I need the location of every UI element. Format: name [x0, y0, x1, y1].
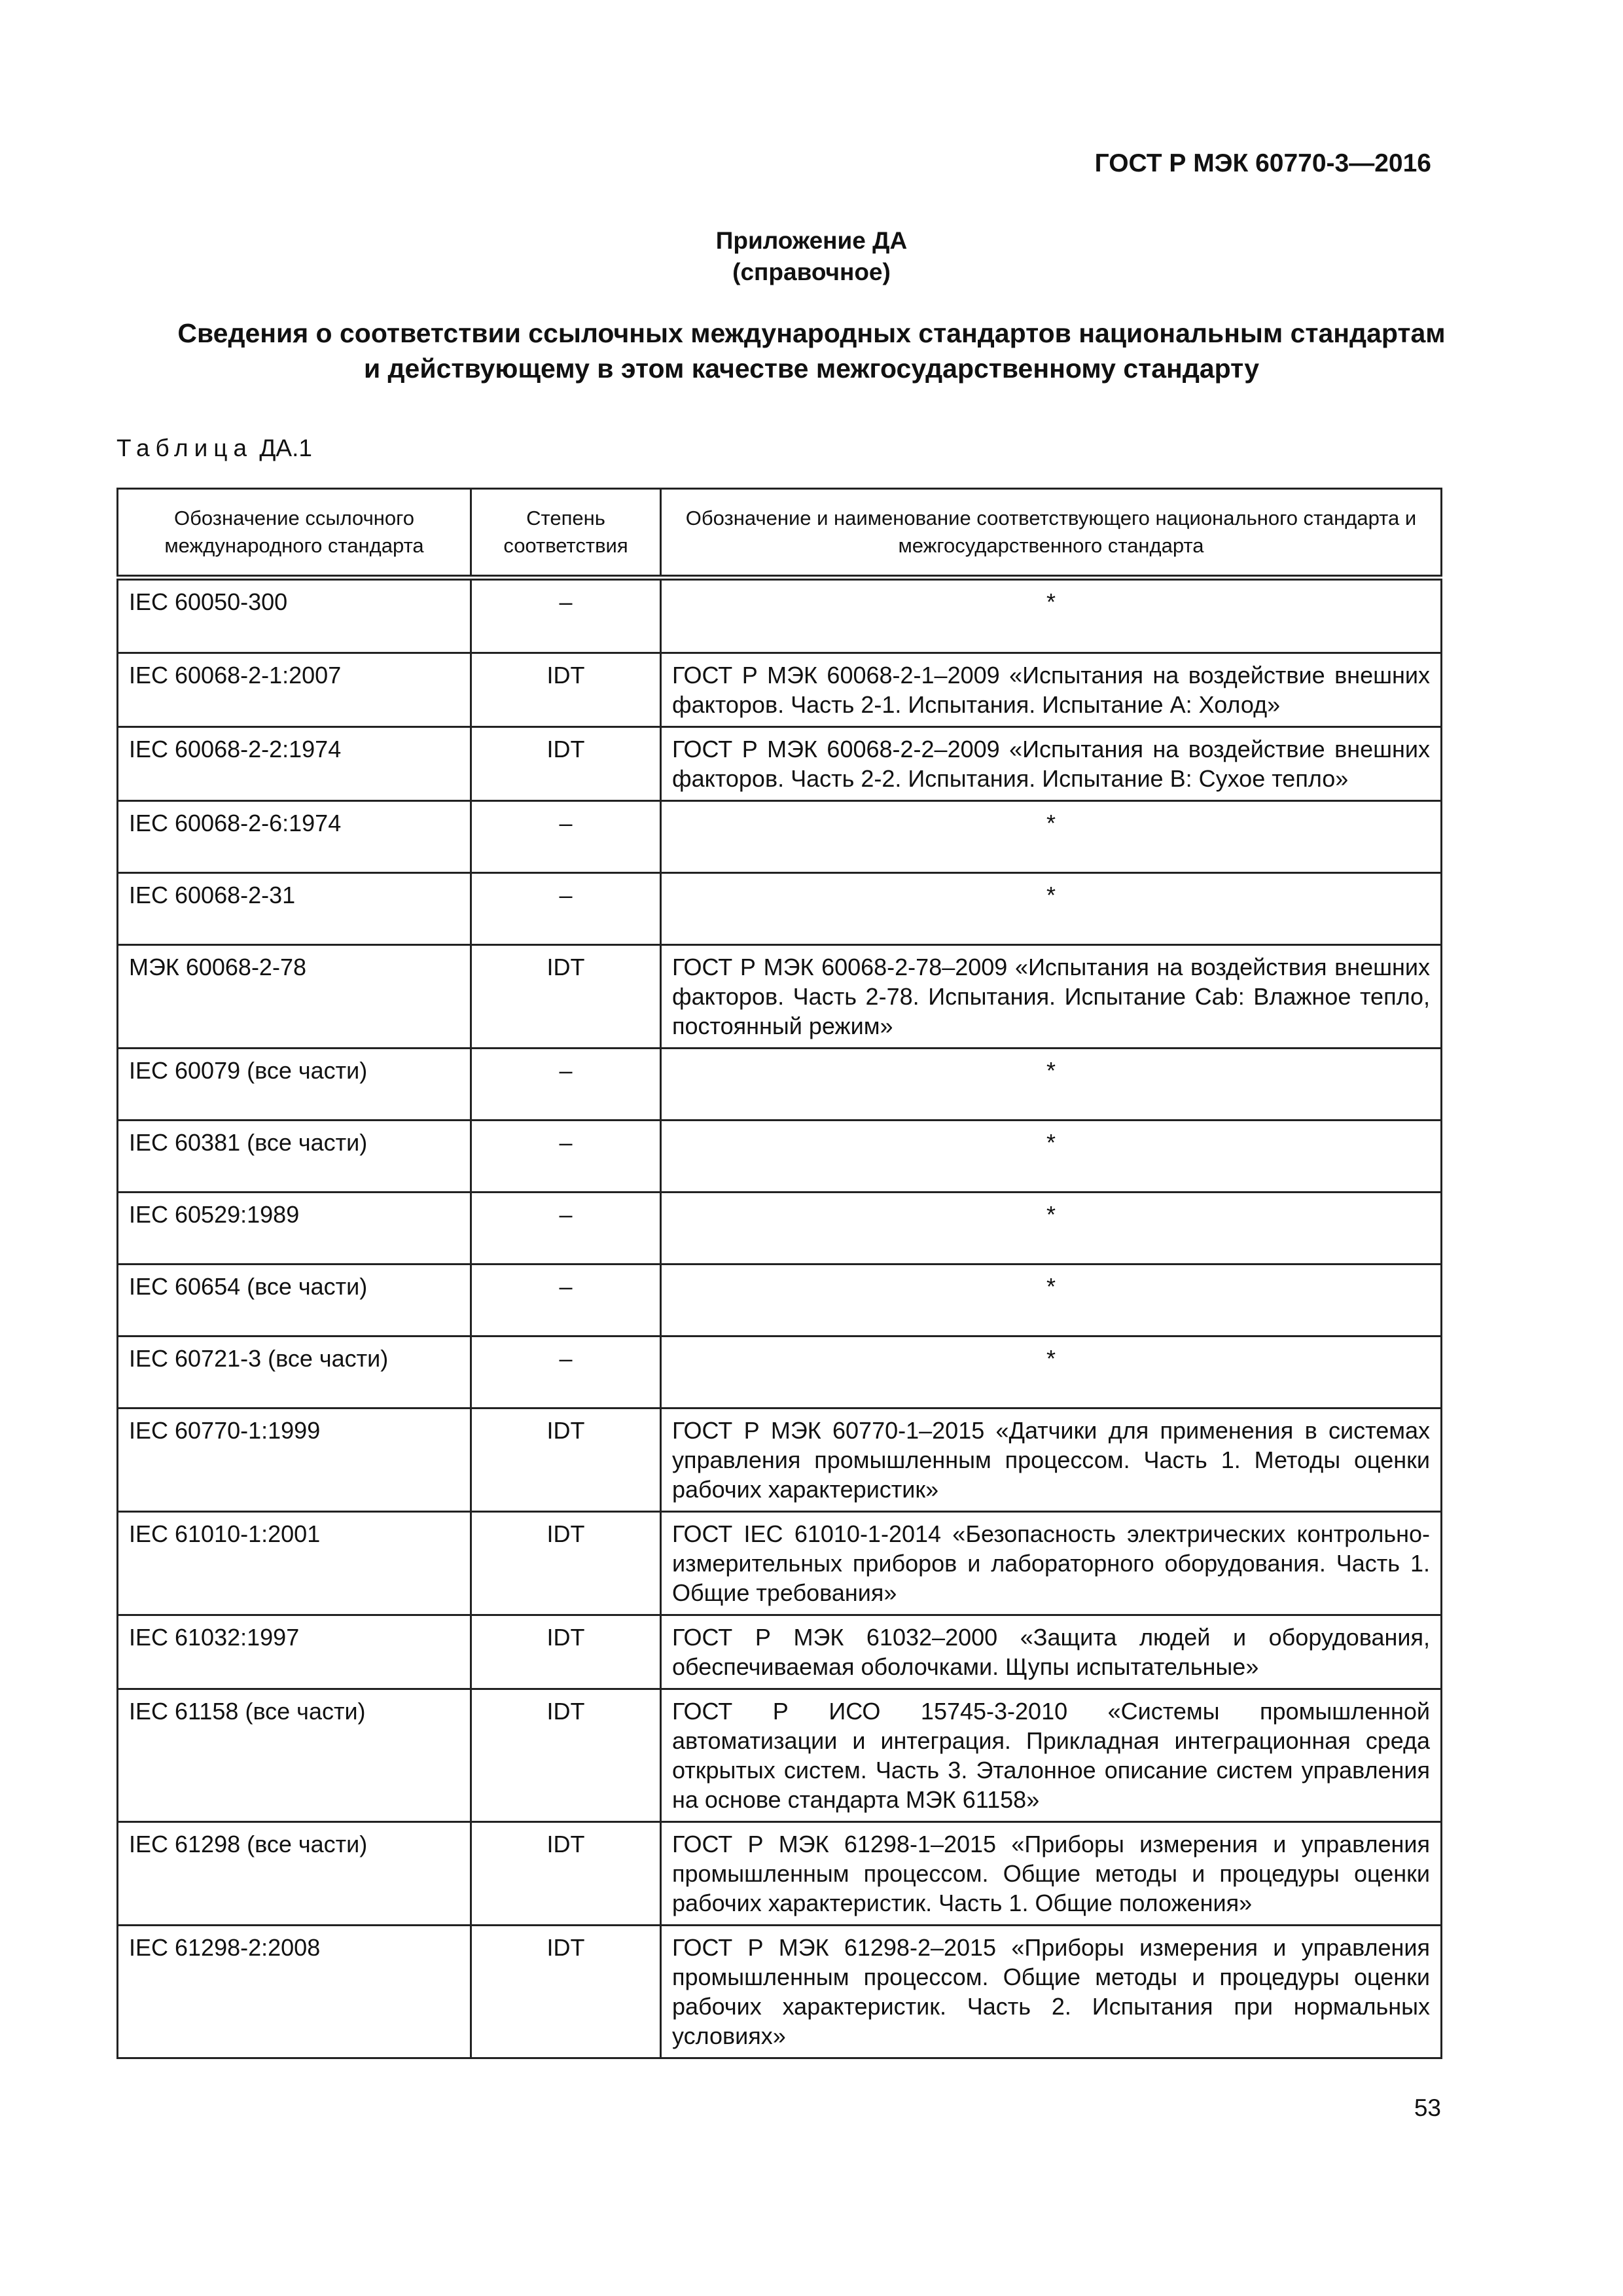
table-row [118, 1336, 1442, 1408]
national-standard-cell-text: ГОСТ IEC 61010-1-2014 «Безопасность электрических контрольно-измерительных приборов и лабораторного оборудования. Часть 1. Общие требования» [672, 1520, 1430, 1606]
reference-standard-cell-text: IEC 61032:1997 [129, 1624, 300, 1651]
degree-cell-text: IDT [546, 954, 585, 980]
reference-standard-cell [118, 1049, 471, 1121]
reference-standard-cell [118, 578, 471, 653]
reference-standard-cell [118, 727, 471, 801]
national-standard-cell [661, 1822, 1442, 1926]
table-row [118, 945, 1442, 1049]
page-title-line-1: Сведения о соответствии ссылочных международных стандартов национальным стандартам [177, 318, 1446, 348]
degree-cell [471, 578, 661, 653]
table-row [118, 1689, 1442, 1822]
reference-standard-cell-text: IEC 60381 (все части) [129, 1129, 368, 1156]
reference-standard-cell-text: IEC 61298-2:2008 [129, 1934, 321, 1961]
page-number: 53 [1414, 2094, 1441, 2121]
degree-cell-text: – [559, 1273, 573, 1300]
national-standard-cell-text: ГОСТ Р ИСО 15745-3-2010 «Системы промышленной автоматизации и интеграция. Прикладная интеграционная среда открытых систем. Часть 3. Эталонное описание систем управления на основе стандарта МЭК 61158» [672, 1698, 1430, 1813]
national-standard-cell [661, 945, 1442, 1049]
appendix-title: Приложение ДА [715, 227, 908, 254]
national-standard-cell [661, 1336, 1442, 1408]
degree-cell-text: IDT [546, 1698, 585, 1725]
national-standard-cell-text: ГОСТ Р МЭК 61298-2–2015 «Приборы измерения и управления промышленным процессом. Общие методы и процедуры оценки рабочих характеристик. Часть 2. Испытания при нормальных условиях» [672, 1934, 1430, 2049]
national-standard-cell [661, 1926, 1442, 2058]
reference-standard-cell-text: IEC 60079 (все части) [129, 1057, 368, 1084]
national-standard-cell [661, 653, 1442, 727]
reference-standard-cell [118, 1265, 471, 1336]
degree-cell-text: IDT [546, 1624, 585, 1651]
degree-cell [471, 1193, 661, 1265]
national-standard-cell-text: * [1046, 588, 1056, 615]
degree-cell-text: – [559, 1129, 573, 1156]
national-standard-cell-text: * [1046, 1129, 1056, 1156]
degree-cell [471, 1336, 661, 1408]
page-title [0, 315, 1623, 386]
reference-standard-cell [118, 1926, 471, 2058]
national-standard-cell [661, 1121, 1442, 1193]
reference-standard-cell-text: МЭК 60068-2-78 [129, 954, 306, 980]
table-row [118, 1193, 1442, 1265]
degree-cell-text: – [559, 1345, 573, 1372]
national-standard-cell [661, 1049, 1442, 1121]
reference-standard-cell [118, 1615, 471, 1689]
national-standard-cell [661, 1615, 1442, 1689]
table-row [118, 1822, 1442, 1926]
reference-standard-cell [118, 1193, 471, 1265]
header-degree: Степень соответствия [471, 489, 661, 578]
reference-standard-cell [118, 1689, 471, 1822]
table-row [118, 1512, 1442, 1615]
table-row [118, 1049, 1442, 1121]
reference-standard-cell [118, 1408, 471, 1512]
national-standard-cell-text: * [1046, 1201, 1056, 1228]
reference-standard-cell [118, 1512, 471, 1615]
national-standard-cell [661, 1265, 1442, 1336]
national-standard-cell-text: ГОСТ Р МЭК 61298-1–2015 «Приборы измерения и управления промышленным процессом. Общие методы и процедуры оценки рабочих характеристик. Часть 1. Общие положения» [672, 1831, 1430, 1916]
reference-standard-cell-text: IEC 61010-1:2001 [129, 1520, 321, 1547]
reference-standard-cell [118, 1822, 471, 1926]
degree-cell-text: – [559, 588, 573, 615]
reference-standard-cell-text: IEC 60721-3 (все части) [129, 1345, 389, 1372]
reference-standard-cell-text: IEC 60654 (все части) [129, 1273, 368, 1300]
header-reference-standard: Обозначение ссылочного международного стандарта [118, 489, 471, 578]
degree-cell [471, 653, 661, 727]
degree-cell-text: IDT [546, 736, 585, 762]
table-caption-number: ДА.1 [259, 435, 312, 461]
degree-cell [471, 1689, 661, 1822]
document-code: ГОСТ Р МЭК 60770-3—2016 [1094, 149, 1431, 177]
reference-standard-cell-text: IEC 60068-2-1:2007 [129, 662, 342, 689]
national-standard-cell-text: ГОСТ Р МЭК 60068-2-1–2009 «Испытания на воздействие внешних факторов. Часть 2-1. Испытания. Испытание А: Холод» [672, 662, 1430, 718]
national-standard-cell-text: * [1046, 882, 1056, 908]
header-national-standard: Обозначение и наименование соответствующего национального стандарта и межгосударственного стандарта [661, 489, 1442, 578]
reference-standard-cell-text: IEC 60068-2-31 [129, 882, 296, 908]
degree-cell [471, 1408, 661, 1512]
national-standard-cell [661, 1193, 1442, 1265]
table-body [118, 578, 1442, 2058]
reference-standard-cell-text: IEC 61298 (все части) [129, 1831, 368, 1857]
degree-cell-text: – [559, 810, 573, 836]
degree-cell-text: IDT [546, 1934, 585, 1961]
national-standard-cell-text: * [1046, 1345, 1056, 1372]
degree-cell-text: IDT [546, 1831, 585, 1857]
national-standard-cell-text: ГОСТ Р МЭК 60068-2-78–2009 «Испытания на воздействия внешних факторов. Часть 2-78. Испытания. Испытание Cab: Влажное тепло, постоянный режим» [672, 954, 1430, 1039]
reference-standard-cell [118, 1121, 471, 1193]
reference-standard-cell-text: IEC 60068-2-2:1974 [129, 736, 342, 762]
table-row [118, 1926, 1442, 2058]
national-standard-cell-text: * [1046, 1057, 1056, 1084]
national-standard-cell [661, 578, 1442, 653]
degree-cell-text: IDT [546, 1520, 585, 1547]
table-row [118, 1408, 1442, 1512]
degree-cell-text: IDT [546, 1417, 585, 1444]
table-row [118, 1615, 1442, 1689]
table-row [118, 873, 1442, 945]
degree-cell [471, 1121, 661, 1193]
national-standard-cell [661, 727, 1442, 801]
reference-standard-cell [118, 653, 471, 727]
degree-cell [471, 727, 661, 801]
national-standard-cell [661, 1512, 1442, 1615]
page-title-line-2: и действующему в этом качестве межгосударственному стандарту [363, 353, 1260, 384]
standards-table [116, 488, 1442, 2059]
national-standard-cell-text: * [1046, 1273, 1056, 1300]
reference-standard-cell-text: IEC 61158 (все части) [129, 1698, 366, 1725]
degree-cell [471, 1512, 661, 1615]
degree-cell [471, 873, 661, 945]
national-standard-cell [661, 1689, 1442, 1822]
degree-cell-text: – [559, 1057, 573, 1084]
appendix-subtitle: (справочное) [732, 259, 891, 285]
national-standard-cell-text: ГОСТ Р МЭК 61032–2000 «Защита людей и оборудования, обеспечиваемая оболочками. Щупы испытательные» [672, 1624, 1430, 1680]
reference-standard-cell-text: IEC 60529:1989 [129, 1201, 300, 1228]
degree-cell-text: – [559, 882, 573, 908]
degree-cell-text: – [559, 1201, 573, 1228]
reference-standard-cell-text: IEC 60068-2-6:1974 [129, 810, 342, 836]
reference-standard-cell-text: IEC 60050-300 [129, 588, 288, 615]
table-row [118, 727, 1442, 801]
table-row [118, 578, 1442, 653]
table-row [118, 653, 1442, 727]
degree-cell [471, 1265, 661, 1336]
table-row [118, 1121, 1442, 1193]
national-standard-cell-text: ГОСТ Р МЭК 60068-2-2–2009 «Испытания на воздействие внешних факторов. Часть 2-2. Испытания. Испытание В: Сухое тепло» [672, 736, 1430, 792]
reference-standard-cell [118, 945, 471, 1049]
reference-standard-cell [118, 801, 471, 873]
national-standard-cell [661, 873, 1442, 945]
reference-standard-cell [118, 873, 471, 945]
degree-cell [471, 1822, 661, 1926]
appendix-heading [0, 225, 1623, 288]
national-standard-cell [661, 801, 1442, 873]
degree-cell [471, 1926, 661, 2058]
table-row [118, 1265, 1442, 1336]
reference-standard-cell [118, 1336, 471, 1408]
table-row [118, 801, 1442, 873]
national-standard-cell-text: ГОСТ Р МЭК 60770-1–2015 «Датчики для применения в системах управления промышленным процессом. Часть 1. Методы оценки рабочих характеристик» [672, 1417, 1430, 1503]
degree-cell [471, 1049, 661, 1121]
national-standard-cell-text: * [1046, 810, 1056, 836]
degree-cell [471, 801, 661, 873]
national-standard-cell [661, 1408, 1442, 1512]
degree-cell [471, 1615, 661, 1689]
table-caption [116, 435, 312, 462]
table-caption-word: Таблица [116, 435, 253, 461]
degree-cell-text: IDT [546, 662, 585, 689]
table-header-row [118, 489, 1442, 578]
reference-standard-cell-text: IEC 60770-1:1999 [129, 1417, 321, 1444]
degree-cell [471, 945, 661, 1049]
